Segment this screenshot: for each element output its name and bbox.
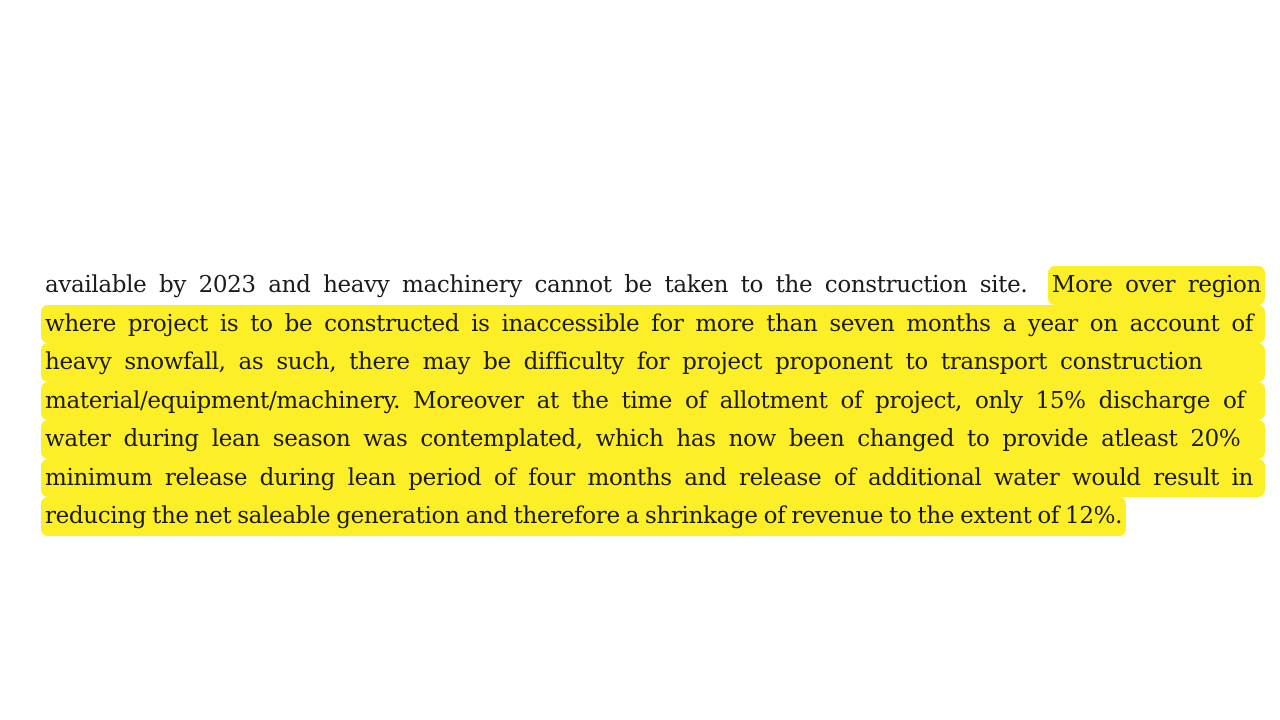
highlighted-text: where project is to be constructed is inaccessible for more than seven months a year on account of <box>41 305 1265 344</box>
highlighted-text: More over region <box>1048 266 1265 305</box>
text-line-3 <box>45 343 1261 382</box>
paragraph <box>45 266 1261 536</box>
highlighted-text: water during lean season was contemplated, which has now been changed to provide atleast 20% <box>41 420 1265 459</box>
text-line-5 <box>45 420 1261 459</box>
text-line-7 <box>45 497 1261 536</box>
highlighted-text: reducing the net saleable generation and therefore a shrinkage of revenue to the extent of 12%. <box>41 497 1126 536</box>
text-line-1 <box>45 266 1261 305</box>
text-line-4 <box>45 382 1261 421</box>
text-line-6 <box>45 459 1261 498</box>
text-line-2 <box>45 305 1261 344</box>
highlighted-text: minimum release during lean period of four months and release of additional water would result in <box>41 459 1265 498</box>
highlighted-text: material/equipment/machinery. Moreover at the time of allotment of project, only 15% discharge of <box>41 382 1265 421</box>
highlighted-text: heavy snowfall, as such, there may be difficulty for project proponent to transport construction <box>41 343 1265 382</box>
plain-text: available by 2023 and heavy machinery cannot be taken to the construction site. <box>45 272 1028 298</box>
